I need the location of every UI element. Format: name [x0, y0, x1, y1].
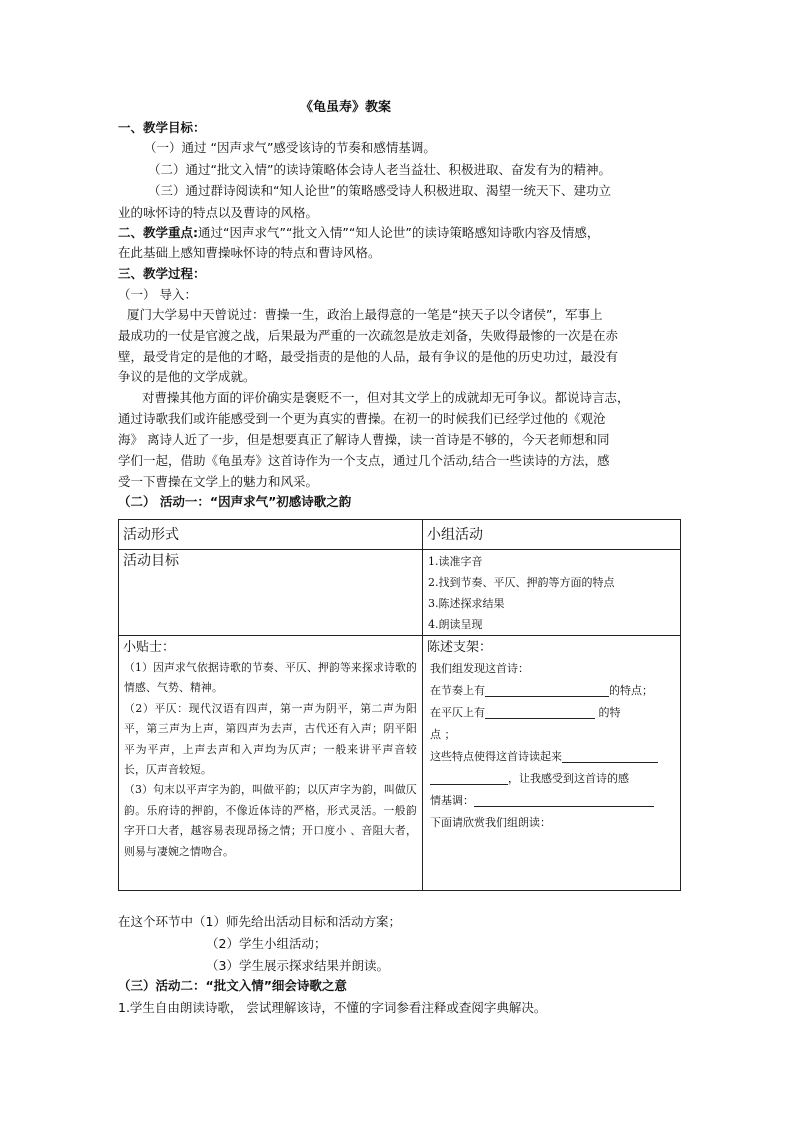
frame-text: 的特点； [609, 684, 653, 697]
fill-blank[interactable] [430, 770, 508, 785]
tips-cell [119, 636, 423, 891]
fill-blank[interactable] [485, 704, 595, 719]
key-points-text: 在此基础上感知曹操咏怀诗的特点和曹诗风格。 [118, 245, 381, 260]
page-title: 《龟虽寿》教案 [300, 100, 392, 115]
goal-list-item: 4.朗读呈现 [428, 618, 483, 631]
form-label-cell [119, 520, 423, 550]
goal-item: （二）通过“批文入情”的读诗策略体会诗人老当益壮、积极进取、奋发有为的精神。 [148, 162, 611, 177]
intro-paragraph-line: 壁，最受肯定的是他的才略，最受指责的是他的人品，最有争议的是他的历史功过，最没有 [118, 349, 619, 364]
activity1-table [118, 519, 681, 891]
frame-cell [423, 636, 681, 891]
form-label: 活动形式 [123, 527, 179, 543]
frame-text: ，让我感受到这首诗的感 [508, 772, 629, 785]
frame-line [423, 702, 680, 724]
intro-paragraph-line: 学们一起，借助《龟虽寿》这首诗作为一个支点，通过几个活动,结合一些读诗的方法，感 [118, 453, 610, 468]
form-value: 小组活动 [427, 527, 483, 543]
key-points-line [118, 223, 599, 243]
frame-line: 下面请欣赏我们组朗读： [430, 816, 551, 829]
frame-text: 情基调： [430, 794, 474, 807]
tips-label: 小贴士： [123, 640, 176, 655]
steps-line: （2）学生小组活动； [206, 936, 327, 951]
frame-text: 这些特点使得这首诗读起来 [430, 750, 562, 763]
tip-item: （1）因声求气依据诗歌的节奏、平仄、押韵等来探求诗歌的情感、气势、精神。 [124, 661, 417, 695]
goal-list-item: 2.找到节奏、平仄、押韵等方面的特点 [428, 576, 615, 589]
activity2-heading: （三）活动二：“批文入情”细会诗歌之意 [118, 978, 347, 993]
intro-paragraph-line: 海》 离诗人近了一步，但是想要真正了解诗人曹操，读一首诗是不够的，今天老师想和同 [118, 432, 610, 447]
intro-paragraph-line: 争议的是他的文学成就。 [118, 369, 256, 384]
goal-item: （一）通过 “因声求气”感受该诗的节奏和感情基调。 [144, 140, 436, 155]
frame-line: 我们组发现这首诗： [430, 662, 529, 675]
intro-paragraph-line: 最成功的一仗是官渡之战，后果最为严重的一次疏忽是放走刘备，失败得最惨的一次是在赤 [118, 328, 619, 343]
frame-text: 在节奏上有 [430, 684, 485, 697]
activity1-heading: （二） 活动一：“因声求气”初感诗歌之韵 [118, 494, 352, 509]
tip-item: （3）句末以平声字为韵，叫做平韵；以仄声字为韵，叫做仄韵。乐府诗的押韵，不像近体诗的严格，形式灵活。一般韵字开口大者，越容易表现昂扬之情；开口度小 、音阻大者，则易与凄婉之情吻合。 [124, 783, 417, 858]
key-points-text: 通过“因声求气”“批文入情”“知人论世”的读诗策略感知诗歌内容及情感， [198, 225, 600, 240]
goal-list-item: 1.读准字音 [428, 555, 483, 568]
intro-paragraph-line: 厦门大学易中天曾说过：曹操一生，政治上最得意的一笔是“挟天子以令诸侯”，军事上 [127, 307, 603, 322]
frame-text: 在平仄上有 [430, 706, 485, 719]
steps-line: 在这个环节中（1）师先给出活动目标和活动方案； [118, 914, 401, 929]
frame-line: 点 ； [430, 728, 456, 741]
goal-label-cell [119, 550, 423, 636]
fill-blank[interactable] [485, 682, 609, 697]
activity2-item: 1.学生自由朗读诗歌， 尝试理解该诗，不懂的字词参看注释或查阅字典解决。 [118, 1000, 547, 1015]
section-heading-goals: 一、教学目标： [118, 120, 206, 135]
intro-paragraph-line: 对曹操其他方面的评价确实是褒贬不一，但对其文学上的成就却无可争议。都说诗言志， [142, 390, 630, 405]
frame-text: 的特 [598, 706, 621, 719]
fill-blank[interactable] [474, 792, 654, 807]
section-heading-process: 三、教学过程： [118, 266, 206, 281]
tip-item: （2）平仄：现代汉语有四声，第一声为阴平，第二声为阳平，第三声为上声，第四声为去声，古代还有入声；阴平阳平为平声，上声去声和入声均为仄声；一般来讲平声音较长，仄声音较短。 [124, 701, 417, 777]
fill-blank[interactable] [562, 748, 658, 763]
frame-line [423, 790, 680, 812]
intro-paragraph-line: 通过诗歌我们或许能感受到一个更为真实的曹操。在初一的时候我们已经学过他的《观沧 [118, 411, 606, 426]
frame-label: 陈述支架： [427, 640, 493, 655]
form-value-cell [423, 520, 681, 550]
frame-line [423, 768, 680, 790]
intro-heading: （一） 导入： [118, 287, 197, 302]
goal-item: （三）通过群诗阅读和“知人论世”的策略感受诗人积极进取、渴望一统天下、建功立 [148, 183, 611, 198]
section-heading-key-points: 二、教学重点: [118, 225, 198, 240]
goal-list-item: 3.陈述探求结果 [428, 597, 505, 610]
intro-paragraph-line: 受一下曹操在文学上的魅力和风采。 [118, 474, 319, 489]
frame-line [423, 746, 680, 768]
frame-line [423, 680, 680, 702]
goal-label: 活动目标 [123, 553, 179, 569]
goal-item: 业的咏怀诗的特点以及曹诗的风格。 [118, 205, 319, 220]
steps-line: （3）学生展示探求结果并朗读。 [206, 958, 389, 973]
goal-items-cell [423, 550, 681, 636]
